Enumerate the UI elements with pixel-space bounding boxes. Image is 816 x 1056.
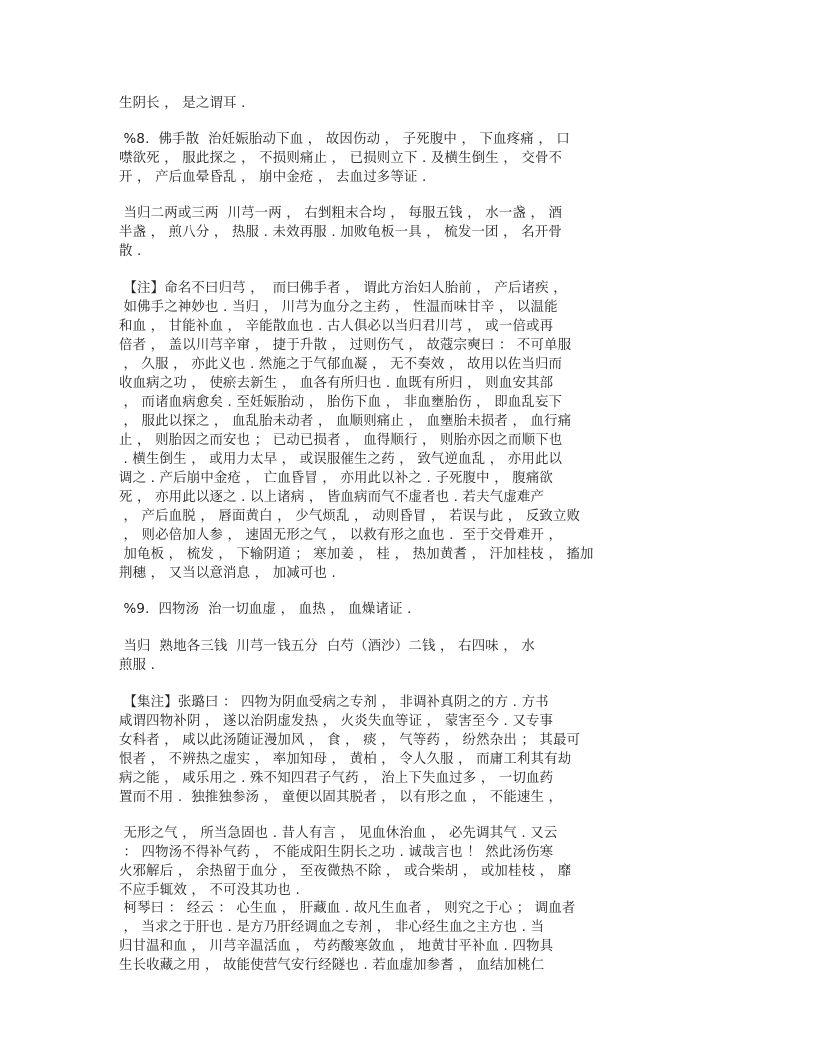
text-line: %8. 佛手散 治妊娠胎动下血 ， 故因伤动 ， 子死腹中 ， 下血疼痛 ， 口: [119, 132, 570, 147]
text-line: 和血 ， 甘能补血 ， 辛能散血也 . 古人俱必以当归君川芎 ， 或一倍或再: [119, 319, 554, 334]
text-line: 不应手辄效 ， 不可没其功也 .: [119, 883, 300, 898]
text-line: 止 ， 则胎因之而安也 ； 已动已损者 ， 血得顺行 ， 则胎亦因之而顺下也: [119, 433, 563, 448]
text-line: 咸谓四物补阴 ， 遂以治阴虚发热 ， 火炎失血等证 ， 蒙害至今 . 又专事: [119, 714, 554, 729]
text-line: 煎服 .: [119, 658, 156, 673]
text-line: 生阴长 ， 是之谓耳 .: [119, 96, 246, 111]
text-line: ， 服此以探之 ， 血乱胎未动者 ， 血顺则痛止 ， 血壅胎未损者 ， 血行痛: [119, 414, 572, 429]
text-line: 火邪解后 ， 余热留于血分 ， 至夜微热不除 ， 或合柴胡 ， 或加桂枝 ， 靡: [119, 864, 572, 879]
text-line: 死 ， 亦用此以逐之 . 以上诸病 ， 皆血病而气不虚者也 . 若夫气虚难产: [119, 490, 545, 505]
text-line: 当归二两或三两 川芎一两 ， 右剉粗末合均 ， 每服五钱 ， 水一盏 ， 酒: [119, 206, 563, 221]
text-line: 柯琴曰 ： 经云 ： 心生血 ， 肝藏血 . 故凡生血者 ， 则究之于心 ； 调血者: [119, 901, 576, 916]
text-line: 半盏 ， 煎八分 ， 热服 . 未效再服 . 加败龟板一具 ， 梳发一团 ， 名开骨: [119, 225, 562, 240]
text-line: 恨者 ， 不辨热之虚实 ， 率加知母 ， 黄柏 ， 令人久服 ， 而庸工利其有劫: [119, 752, 572, 767]
text-line: 无形之气 ， 所当急固也 . 昔人有言 ， 见血休治血 ， 必先调其气 . 又云: [119, 826, 558, 841]
text-line: ， 久服 ， 亦此义也 . 然施之于气郁血凝 ， 无不奏效 ， 故用以佐当归而: [119, 357, 563, 372]
text-line: 归甘温和血 ， 川芎辛温活血 ， 芍药酸寒敛血 ， 地黄甘平补血 . 四物具: [119, 939, 554, 954]
text-line: 当归 熟地各三钱 川芎一钱五分 白芍（酒沙）二钱 ， 右四味 ， 水: [119, 639, 535, 654]
text-line: 调之 . 产后崩中金疮 ， 亡血昏冒 ， 亦用此以补之 . 子死腹中 ， 腹痛欲: [119, 471, 554, 486]
text-line: ： 四物汤不得补气药 ， 不能成阳生阴长之功 . 诚哉言也 ！ 然此汤伤寒: [119, 845, 554, 860]
text-line: %9. 四物汤 治一切血虚 ， 血热 ， 血燥诸证 .: [119, 602, 412, 617]
text-line: 【集注】张璐曰 ： 四物为阴血受病之专剂 ， 非调补真阴之的方 . 方书: [119, 695, 549, 710]
text-line: 倍者 ， 盖以川芎辛窜 ， 捷于升散 ， 过则伤气 ， 故蔻宗奭曰 ： 不可单服: [119, 338, 572, 353]
text-line: 散 .: [119, 244, 142, 259]
text-line: 生长收藏之用 ， 故能使营气安行经隧也 . 若血虚加参耆 ， 血结加桃仁: [119, 958, 545, 973]
text-line: . 横生倒生 ， 或用力太早 ， 或误服催生之药 ， 致气逆血乱 ， 亦用此以: [119, 452, 563, 467]
text-line: ， 而诸血病愈矣 . 至妊娠胎动 ， 胎伤下血 ， 非血壅胎伤 ， 即血乱妄下: [119, 395, 563, 410]
text-line: ， 当求之于肝也 . 是方乃肝经调血之专剂 ， 非心经生血之主方也 . 当: [119, 920, 545, 935]
text-line: 荆穗 ， 又当以意消息 ， 加减可也 .: [119, 566, 337, 581]
text-line: 开 ， 产后血晕昏乱 ， 崩中金疮 ， 去血过多等证 .: [119, 170, 427, 185]
text-line: 女科者 ， 咸以此汤随证漫加风 ， 食 ， 痰 ， 气等药 ， 纷然杂出 ； 其最可: [119, 733, 581, 748]
text-line: 加龟板 ， 梳发 ， 下输阴道 ； 寒加姜 ， 桂 ， 热加黄耆 ， 汗加桂枝 ， 搐加: [119, 547, 594, 562]
text-line: ， 则必倍加人参 ， 速固无形之气 ， 以救有形之血也 . 至于交骨难开 ，: [119, 528, 563, 543]
text-line: 如佛手之神妙也 . 当归 ， 川芎为血分之主药 ， 性温而味甘辛 ， 以温能: [119, 300, 558, 315]
text-line: 收血病之功 ， 使瘀去新生 ， 血各有所归也 . 血既有所归 ， 则血安其部: [119, 376, 554, 391]
text-line: 【注】命名不曰归芎 ， 而曰佛手者 ， 谓此方治妇人胎前 ， 产后诸疾 ，: [119, 281, 567, 296]
text-line: 置而不用 . 独推独参汤 ， 童便以固其脱者 ， 以有形之血 ， 不能速生 ，: [119, 790, 563, 805]
text-line: ， 产后血脱 ， 唇面黄白 ， 少气烦乱 ， 动则昏冒 ， 若误与此 ， 反致立败: [119, 509, 581, 524]
text-line: 病之能 ， 咸乐用之 . 殊不知四君子气药 ， 治上下失血过多 ， 一切血药: [119, 771, 554, 786]
text-line: 噤欲死 ， 服此探之 ， 不损则痛止 ， 已损则立下 . 及横生倒生 ， 交骨不: [119, 151, 563, 166]
